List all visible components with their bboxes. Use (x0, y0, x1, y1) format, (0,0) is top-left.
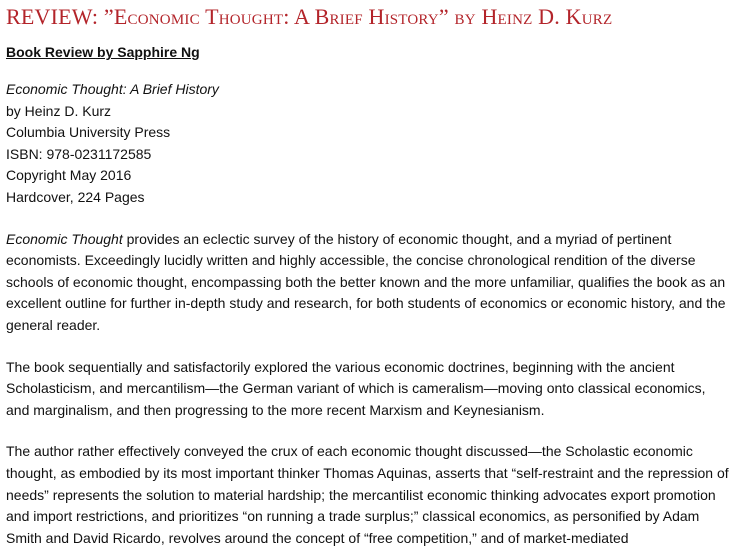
paragraph-doctrines: The book sequentially and satisfactorily explored the various economic doctrines, beginning with the ancient Scholasticism, and mercantilism—the German variant of which is cameralism—moving onto classical economics, and marginalism, and then progressing to the more recent Marxism and Keynesianism. (6, 358, 706, 418)
paragraph-intro-text: provides an eclectic survey of the history of economic thought, and a myriad of pertinent economists. Exceedingly lucidly written and highly accessible, the concise chronological rendition of the diverse schools of economic thought, encompassing both the better known and the more unfamiliar, qualifies the book as an excellent outline for further in-depth study and research, for both students of economics or economic history, and the general reader. (6, 230, 726, 333)
paragraph-intro (6, 229, 732, 337)
book-format: Hardcover, 224 Pages (6, 188, 145, 205)
book-author: by Heinz D. Kurz (6, 102, 112, 119)
book-publisher: Columbia University Press (6, 124, 171, 141)
byline-link[interactable]: Book Review by Sapphire Ng (6, 44, 200, 60)
page-title: REVIEW: ”Economic Thought: A Brief History” by Heinz D. Kurz (6, 4, 613, 29)
book-title: Economic Thought: A Brief History (6, 81, 219, 97)
book-copyright: Copyright May 2016 (6, 167, 132, 184)
book-details (6, 79, 732, 209)
paragraph-intro-emphasis: Economic Thought (6, 230, 123, 247)
article (6, 0, 732, 549)
book-isbn: ISBN: 978-0231172585 (6, 145, 152, 162)
paragraph-crux: The author rather effectively conveyed the crux of each economic thought discussed—the Scholastic economic thought, as embodied by its most important thinker Thomas Aquinas, asserts that “self-restraint and the repression of needs” represents the solution to material hardship; the mercantilist economic thinking advocates export promotion and import restrictions, and prioritizes “on running a trade surplus;” classical economics, as personified by Adam Smith and David Ricardo, revolves around the concept of “free competition,” and of market-mediated (6, 443, 729, 546)
